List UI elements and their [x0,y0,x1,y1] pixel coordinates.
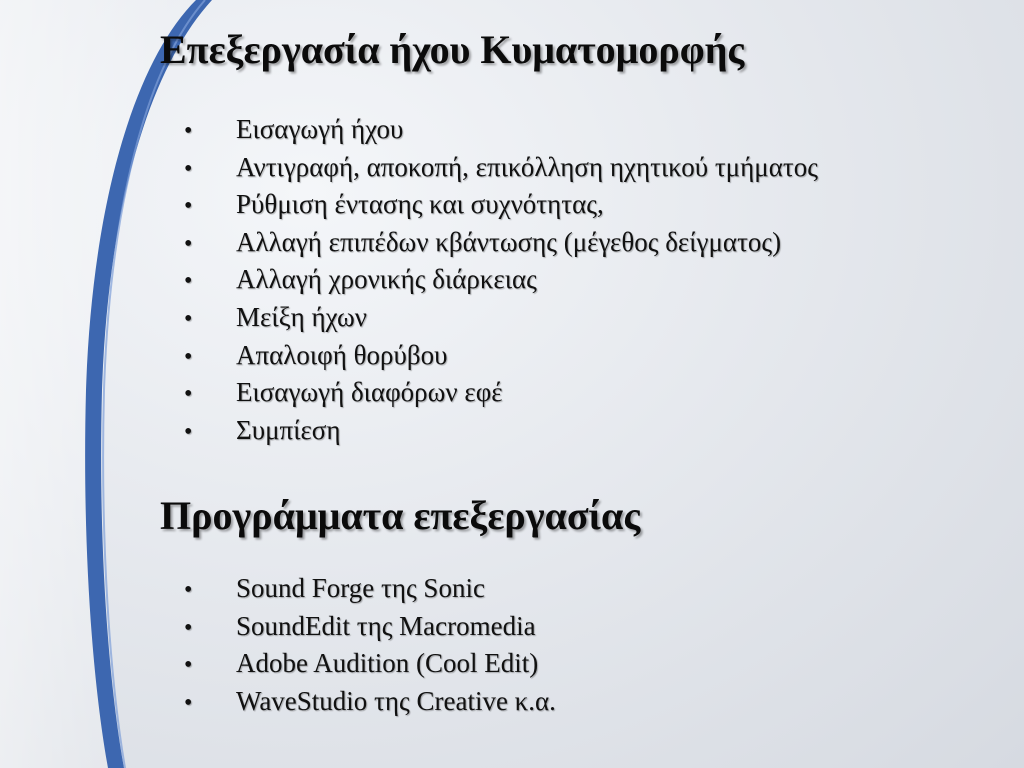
feature-list-item [182,412,818,450]
feature-list-item [182,299,818,337]
list-item-text: Συμπίεση [236,414,341,445]
bullet-icon: • [184,118,193,144]
bullet-icon: • [184,652,193,679]
list-item-text: Αντιγραφή, αποκοπή, επικόλληση ηχητικού τμήματος [236,151,818,182]
section-title-editing-programs: Προγράμματα επεξεργασίας [160,493,641,538]
feature-list-item [182,261,818,299]
list-item-text: Εισαγωγή διαφόρων εφέ [236,377,503,408]
bullet-icon: • [184,268,193,295]
list-item-text: Αλλαγή επιπέδων κβάντωσης (μέγεθος δείγματος) [236,226,782,257]
list-item-text: SoundEdit της Macromedia [236,610,536,641]
list-item-text: WaveStudio της Creative κ.α. [236,685,556,716]
list-item-text: Εισαγωγή ήχου [236,114,404,144]
waveform-features-list [182,111,818,449]
feature-list-item [182,337,818,375]
feature-list-item [182,111,818,149]
bullet-icon: • [184,193,193,220]
feature-list-item [182,149,818,187]
section-title-waveform-editing: Επεξεργασία ήχου Κυματομορφής [160,27,745,72]
list-item-text: Απαλοιφή θορύβου [236,339,448,370]
bullet-icon: • [184,614,193,641]
feature-list-item [182,186,818,224]
feature-list-item [182,224,818,262]
list-item-text: Sound Forge της Sonic [236,573,485,603]
bullet-icon: • [184,305,193,332]
program-list-item [182,645,556,683]
list-item-text: Adobe Audition (Cool Edit) [236,648,539,679]
bullet-icon: • [184,230,193,257]
program-list-item [182,570,556,608]
bullet-icon: • [184,577,193,603]
program-list-item [182,683,556,721]
bullet-icon: • [184,343,193,370]
feature-list-item [182,374,818,412]
program-list-item [182,608,556,646]
bullet-icon: • [184,689,193,716]
bullet-icon: • [184,418,193,445]
bullet-icon: • [184,381,193,408]
list-item-text: Ρύθμιση έντασης και συχνότητας, [236,189,604,220]
list-item-text: Μείξη ήχων [236,301,368,332]
bullet-icon: • [184,155,193,182]
editing-programs-list [182,570,556,720]
list-item-text: Αλλαγή χρονικής διάρκειας [236,264,537,295]
